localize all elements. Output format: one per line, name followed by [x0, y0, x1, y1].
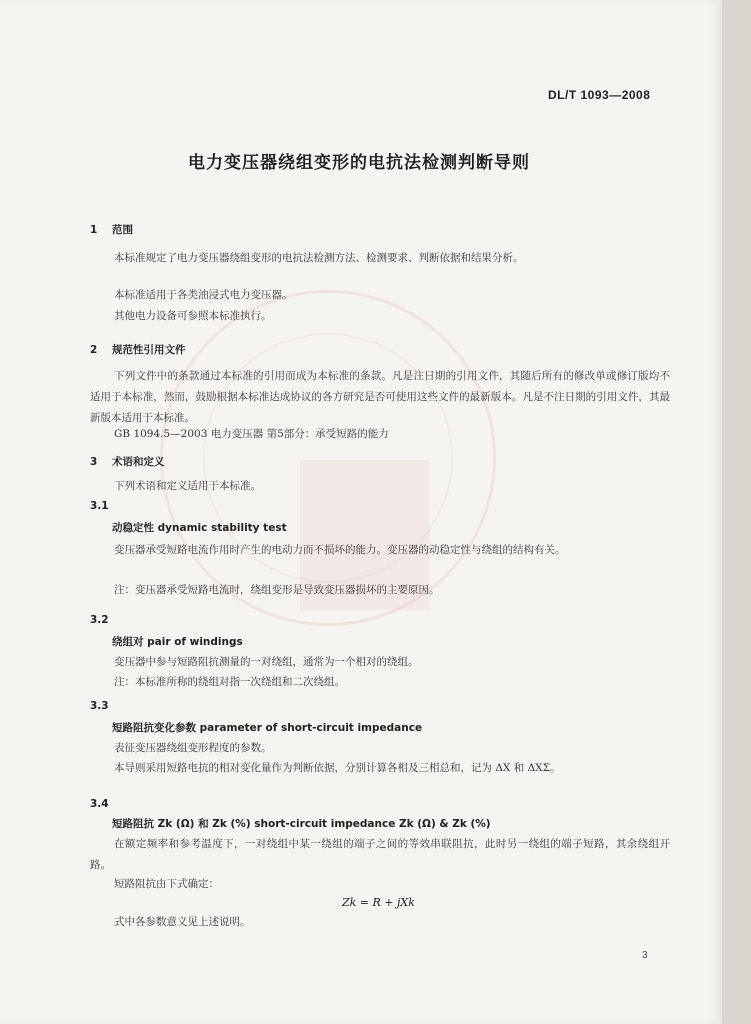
paragraph: 下列文件中的条款通过本标准的引用而成为本标准的条款。凡是注日期的引用文件，其随后所有的修改单或修订版均不适用于本标准，然而，鼓励根据本标准达成协议的各方研究是否可使用这些文件的最新版本。凡是不注日期的引用文件，其最新版本适用于本标准。: [90, 370, 670, 424]
paragraph: 式中各参数意义见上述说明。: [114, 916, 251, 928]
term-heading: 短路阻抗 Zk (Ω) 和 Zk (%) short-circuit impedance Zk (Ω) & Zk (%): [112, 818, 491, 830]
definition-text: 在额定频率和参考温度下，一对绕组中某一绕组的端子之间的等效串联阻抗，此时另一绕组的端子短路，其余绕组开路。: [90, 838, 670, 871]
reference-item: GB 1094.5—2003 电力变压器 第5部分：承受短路的能力: [114, 428, 389, 440]
definition-note: 注：变压器承受短路电流时，绕组变形是导致变压器损坏的主要原因。: [114, 584, 440, 596]
definition-note: 短路阻抗由下式确定：: [114, 878, 219, 890]
section-heading: [90, 454, 165, 469]
seal-stamp-watermark: [160, 290, 496, 626]
page-edge: [722, 0, 751, 1024]
page-title: 电力变压器绕组变形的电抗法检测判断导则: [188, 153, 530, 173]
clause-number: 3.4: [90, 798, 109, 810]
section-number: 3: [90, 456, 98, 468]
section-number: 1: [90, 224, 98, 236]
section-heading: [90, 342, 186, 357]
term-heading: 绕组对 pair of windings: [112, 636, 243, 648]
paragraph: 其他电力设备可参照本标准执行。: [114, 310, 272, 322]
section-title: 规范性引用文件: [112, 344, 186, 356]
definition-text: 变压器中参与短路阻抗测量的一对绕组，通常为一个相对的绕组。: [114, 656, 419, 668]
section-title: 范围: [112, 224, 133, 236]
definition-note: 注：本标准所称的绕组对指一次绕组和二次绕组。: [114, 676, 345, 688]
section-title: 术语和定义: [112, 456, 165, 468]
definition-note: 本导则采用短路电抗的相对变化量作为判断依据，分别计算各相及三相总和，记为 ΔX 和 ΔXΣ。: [114, 762, 561, 774]
formula: Zk = R + jXk: [342, 896, 415, 909]
term-heading: 短路阻抗变化参数 parameter of short-circuit impedance: [112, 722, 423, 734]
section-heading: [90, 222, 133, 237]
clause-number: 3.2: [90, 614, 109, 626]
definition-text: 变压器承受短路电流作用时产生的电动力而不损坏的能力。变压器的动稳定性与绕组的结构有关。: [114, 544, 566, 556]
clause-number: 3.3: [90, 700, 109, 712]
definition-text: 表征变压器绕组变形程度的参数。: [114, 742, 272, 754]
term-heading: 动稳定性 dynamic stability test: [112, 522, 287, 534]
paragraph: 本标准适用于各类油浸式电力变压器。: [114, 289, 293, 301]
page-number: 3: [642, 950, 648, 961]
clause-number: 3.1: [90, 500, 109, 512]
section-number: 2: [90, 344, 98, 356]
paragraph: 本标准规定了电力变压器绕组变形的电抗法检测方法、检测要求、判断依据和结果分析。: [114, 252, 524, 264]
standard-number: DL/T 1093—2008: [548, 88, 651, 102]
paragraph: 下列术语和定义适用于本标准。: [114, 480, 261, 492]
